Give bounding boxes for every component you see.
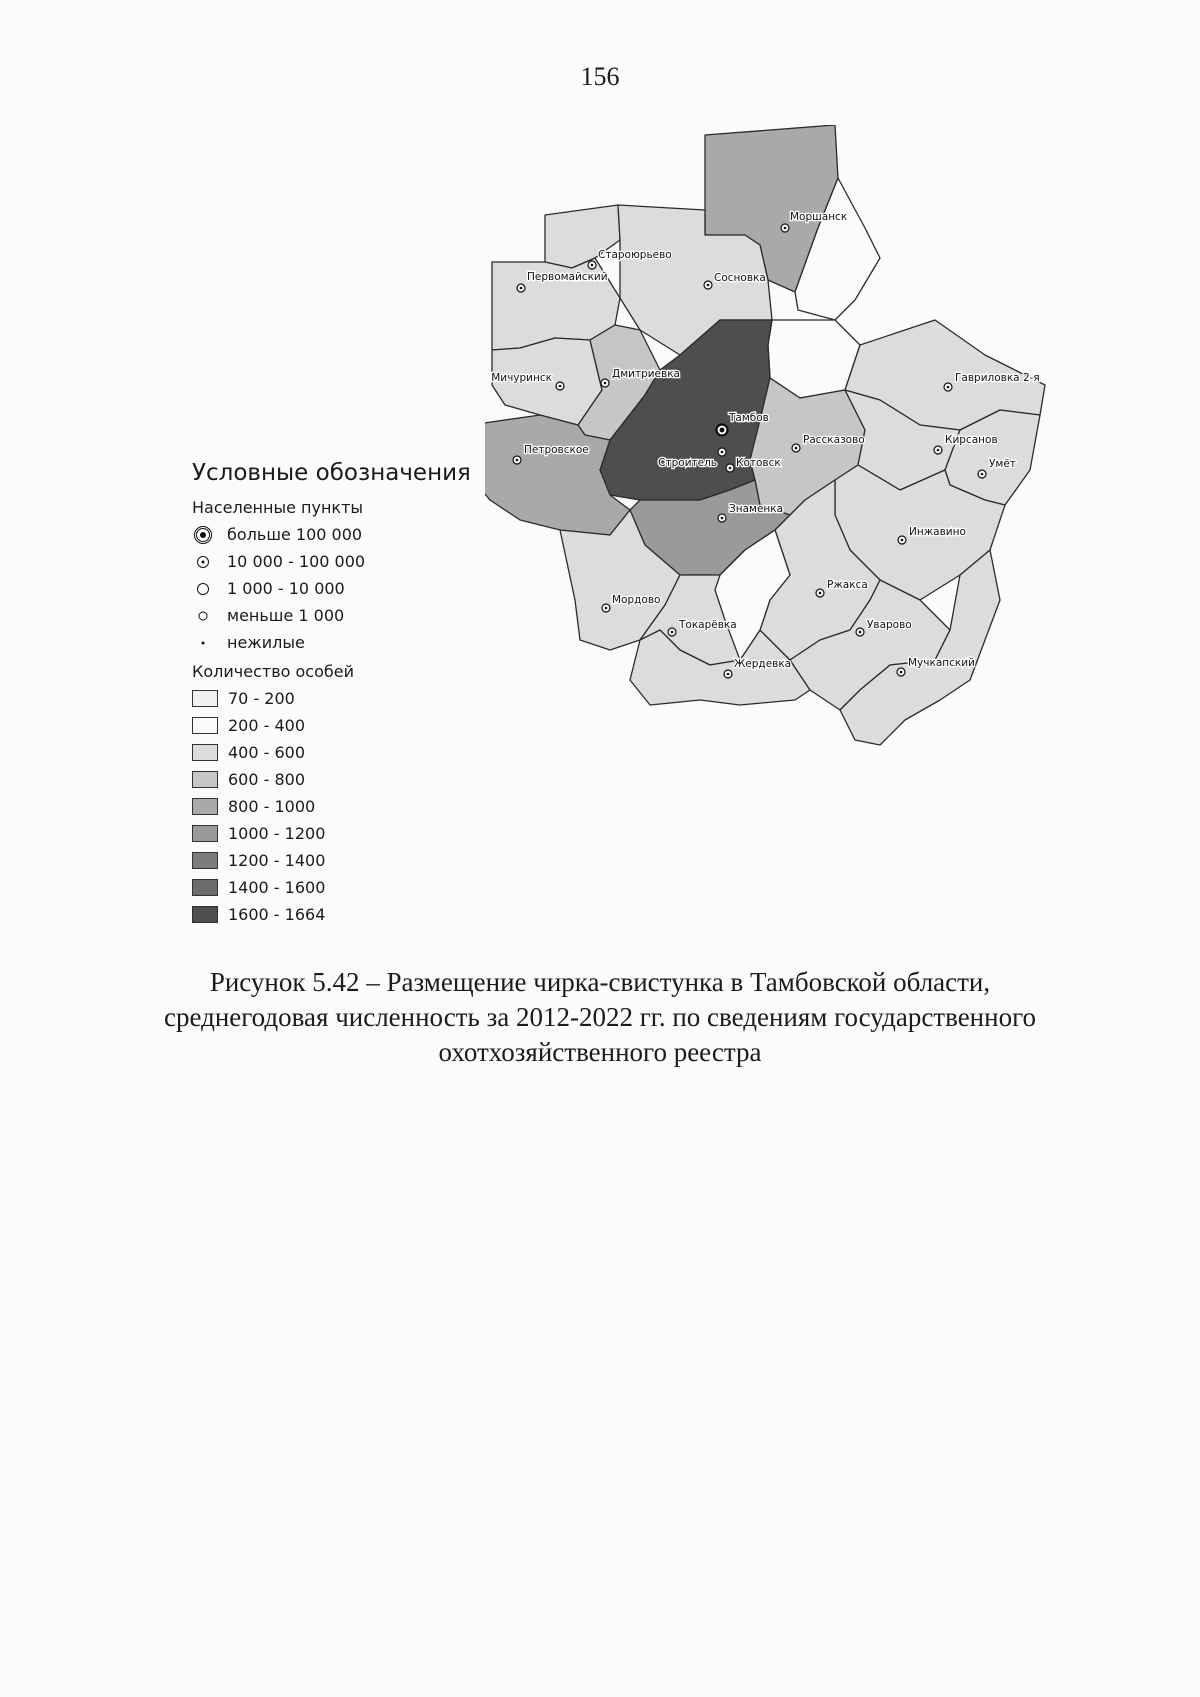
city-large-icon <box>192 526 214 544</box>
town-label: Мичуринск <box>491 372 552 384</box>
legend-class-row <box>192 766 482 793</box>
town-dot <box>729 467 732 470</box>
legend-swatch <box>192 771 218 788</box>
figure-caption <box>120 965 1080 1070</box>
legend-swatch <box>192 690 218 707</box>
legend-swatch <box>192 717 218 734</box>
legend-swatch <box>192 879 218 896</box>
town-label: Моршанск <box>790 211 848 223</box>
legend-class-label: 800 - 1000 <box>228 797 316 816</box>
town-dot <box>900 671 903 674</box>
legend-class-row <box>192 739 482 766</box>
legend-settlement-label: меньше 1 000 <box>227 606 345 625</box>
town-dot <box>981 473 984 476</box>
legend-swatch <box>192 744 218 761</box>
town-dot <box>784 227 787 230</box>
legend-swatch <box>192 798 218 815</box>
map-legend <box>192 460 482 928</box>
caption-line-1: Рисунок 5.42 – Размещение чирка-свистунка в Тамбовской области, <box>209 967 991 997</box>
town-dot <box>516 459 519 462</box>
town-dot <box>859 631 862 634</box>
town-label: Уварово <box>867 619 912 631</box>
legend-class-label: 400 - 600 <box>228 743 306 762</box>
town-dot <box>520 287 523 290</box>
legend-class-label: 200 - 400 <box>228 716 306 735</box>
legend-settlement-row <box>192 575 482 602</box>
legend-settlement-row <box>192 602 482 629</box>
uninhabited-icon <box>192 634 214 652</box>
legend-class-label: 70 - 200 <box>228 689 295 708</box>
town-icon <box>192 580 214 598</box>
town-label: Петровское <box>524 444 589 456</box>
city-medium-icon <box>192 553 214 571</box>
legend-settlement-label: нежилые <box>227 633 305 652</box>
town-dot <box>795 447 798 450</box>
page-number: 156 <box>580 62 620 91</box>
caption-line-2: среднегодовая численность за 2012-2022 гг. по сведениям государственного <box>164 1002 1036 1032</box>
legend-class-row <box>192 874 482 901</box>
town-label: Гавриловка 2-я <box>955 372 1040 384</box>
town-dot <box>721 451 724 454</box>
town-dot <box>591 264 594 267</box>
legend-class-label: 1600 - 1664 <box>228 905 326 924</box>
legend-settlement-row <box>192 548 482 575</box>
town-dot <box>707 284 710 287</box>
town-dot <box>671 631 674 634</box>
legend-settlements <box>192 521 482 656</box>
legend-swatch <box>192 825 218 842</box>
legend-classes <box>192 685 482 928</box>
legend-class-row <box>192 820 482 847</box>
legend-class-label: 1000 - 1200 <box>228 824 326 843</box>
town-label: Котовск <box>736 457 781 469</box>
town-label: Жердевка <box>734 658 792 670</box>
legend-class-label: 600 - 800 <box>228 770 306 789</box>
town-label: Мучкапский <box>908 657 975 669</box>
town-dot <box>721 517 724 520</box>
legend-settlement-label: больше 100 000 <box>227 525 363 544</box>
town-label: Кирсанов <box>945 434 998 446</box>
town-label: Инжавино <box>909 526 966 538</box>
legend-settlement-row <box>192 629 482 656</box>
legend-class-row <box>192 685 482 712</box>
town-label: Мордово <box>612 594 661 606</box>
town-label: Первомайский <box>527 271 608 283</box>
legend-title: Условные обозначения <box>192 460 471 486</box>
town-dot <box>901 539 904 542</box>
town-dot <box>947 386 950 389</box>
town-label: Рассказово <box>803 434 865 446</box>
town-dot <box>937 449 940 452</box>
town-label: Ржакса <box>827 579 868 591</box>
town-label: Дмитриевка <box>612 368 680 380</box>
legend-swatch <box>192 852 218 869</box>
town-dot <box>819 592 822 595</box>
legend-class-label: 1400 - 1600 <box>228 878 326 897</box>
town-label: Староюрьево <box>598 249 672 261</box>
town-dot <box>727 673 730 676</box>
legend-settlement-label: 10 000 - 100 000 <box>227 552 366 571</box>
legend-swatch <box>192 906 218 923</box>
town-label: Умёт <box>989 458 1016 470</box>
town-label: Знаменка <box>729 503 784 515</box>
legend-settlement-row <box>192 521 482 548</box>
town-dot <box>605 607 608 610</box>
town-label: Сосновка <box>714 272 766 284</box>
legend-class-row <box>192 901 482 928</box>
town-label: Тамбов <box>729 412 769 424</box>
town-dot <box>720 428 725 433</box>
legend-class-label: 1200 - 1400 <box>228 851 326 870</box>
legend-class-row <box>192 712 482 739</box>
caption-line-3: охотхозяйственного реестра <box>438 1037 762 1067</box>
legend-class-row <box>192 847 482 874</box>
legend-class-row <box>192 793 482 820</box>
legend-settlement-label: 1 000 - 10 000 <box>227 579 345 598</box>
town-label: Строитель <box>658 457 717 469</box>
town-dot <box>604 382 607 385</box>
legend-count-title: Количество особей <box>192 662 354 681</box>
town-dot <box>559 385 562 388</box>
village-icon <box>192 607 214 625</box>
legend-settlements-title: Населенные пункты <box>192 498 364 517</box>
region-map <box>485 125 1135 825</box>
town-label: Токарёвка <box>679 619 737 631</box>
